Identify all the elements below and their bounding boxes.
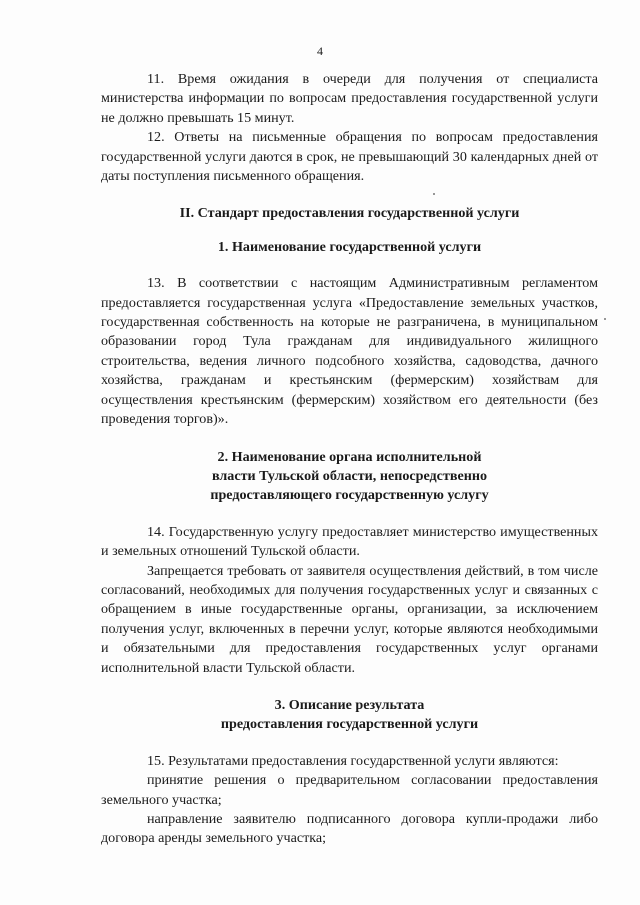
scan-speck xyxy=(604,318,606,320)
document-body xyxy=(101,70,598,849)
paragraph-13: 13. В соответствии с настоящим Административным регламентом предоставляется государственная услуга «Предоставление земельных участков, государственная собственность на которые не разграничена, в муниципальном образовании город Тула гражданам для индивидуального жилищного строительства, ведения личного подсобного хозяйства, садоводства, дачного хозяйства, гражданам и крестьянским (фермерским) хозяйствам для осуществления крестьянским (фермерским) хозяйством его деятельности (без проведения торгов)». xyxy=(101,275,598,428)
subsection-2-heading xyxy=(101,448,598,506)
paragraph-15-item: принятие решения о предварительном согласовании предоставления земельного участка; xyxy=(101,772,598,808)
section-heading: II. Стандарт предоставления государственной услуги xyxy=(179,205,520,222)
paragraph-14-prohibition: Запрещается требовать от заявителя осуществления действий, в том числе согласований, необходимых для получения государственных услуг и связанных с обращением в иные государственные органы, организации, за исключением получения услуг, включенных в перечни услуг, которые являются необходимыми и обязательными для предоставления государственных услуг органами исполнительной власти Тульской области. xyxy=(101,562,598,676)
subsection-1-heading: 1. Наименование государственной услуги xyxy=(217,238,482,255)
paragraph-12: 12. Ответы на письменные обращения по вопросам предоставления государственной услуги даются в срок, не превышающий 30 календарных дней от даты поступления письменного обращения. xyxy=(101,129,598,185)
paragraph-14: 14. Государственную услугу предоставляет министерство имущественных и земельных отношений Тульской области. xyxy=(101,523,598,560)
subsection-2-heading-line: предоставляющего государственную услугу xyxy=(210,487,489,504)
subsection-2-heading-line: 2. Наименование органа исполнительной xyxy=(217,448,482,465)
scan-speck xyxy=(433,193,435,195)
subsection-3-heading-line: 3. Описание результата xyxy=(274,696,425,713)
page-number: 4 xyxy=(317,44,323,58)
subsection-2-heading-line: власти Тульской области, непосредственно xyxy=(211,467,488,484)
paragraph-11: 11. Время ожидания в очереди для получения от специалиста министерства информации по вопросам предоставления государственной услуги не должно превышать 15 минут. xyxy=(101,71,598,126)
paragraph-15: 15. Результатами предоставления государственной услуги являются: xyxy=(147,752,559,769)
subsection-3-heading xyxy=(101,696,598,735)
paragraph-15-item: направление заявителю подписанного договора купли-продажи либо договора аренды земельного участка; xyxy=(101,811,598,847)
subsection-3-heading-line: предоставления государственной услуги xyxy=(220,716,479,733)
